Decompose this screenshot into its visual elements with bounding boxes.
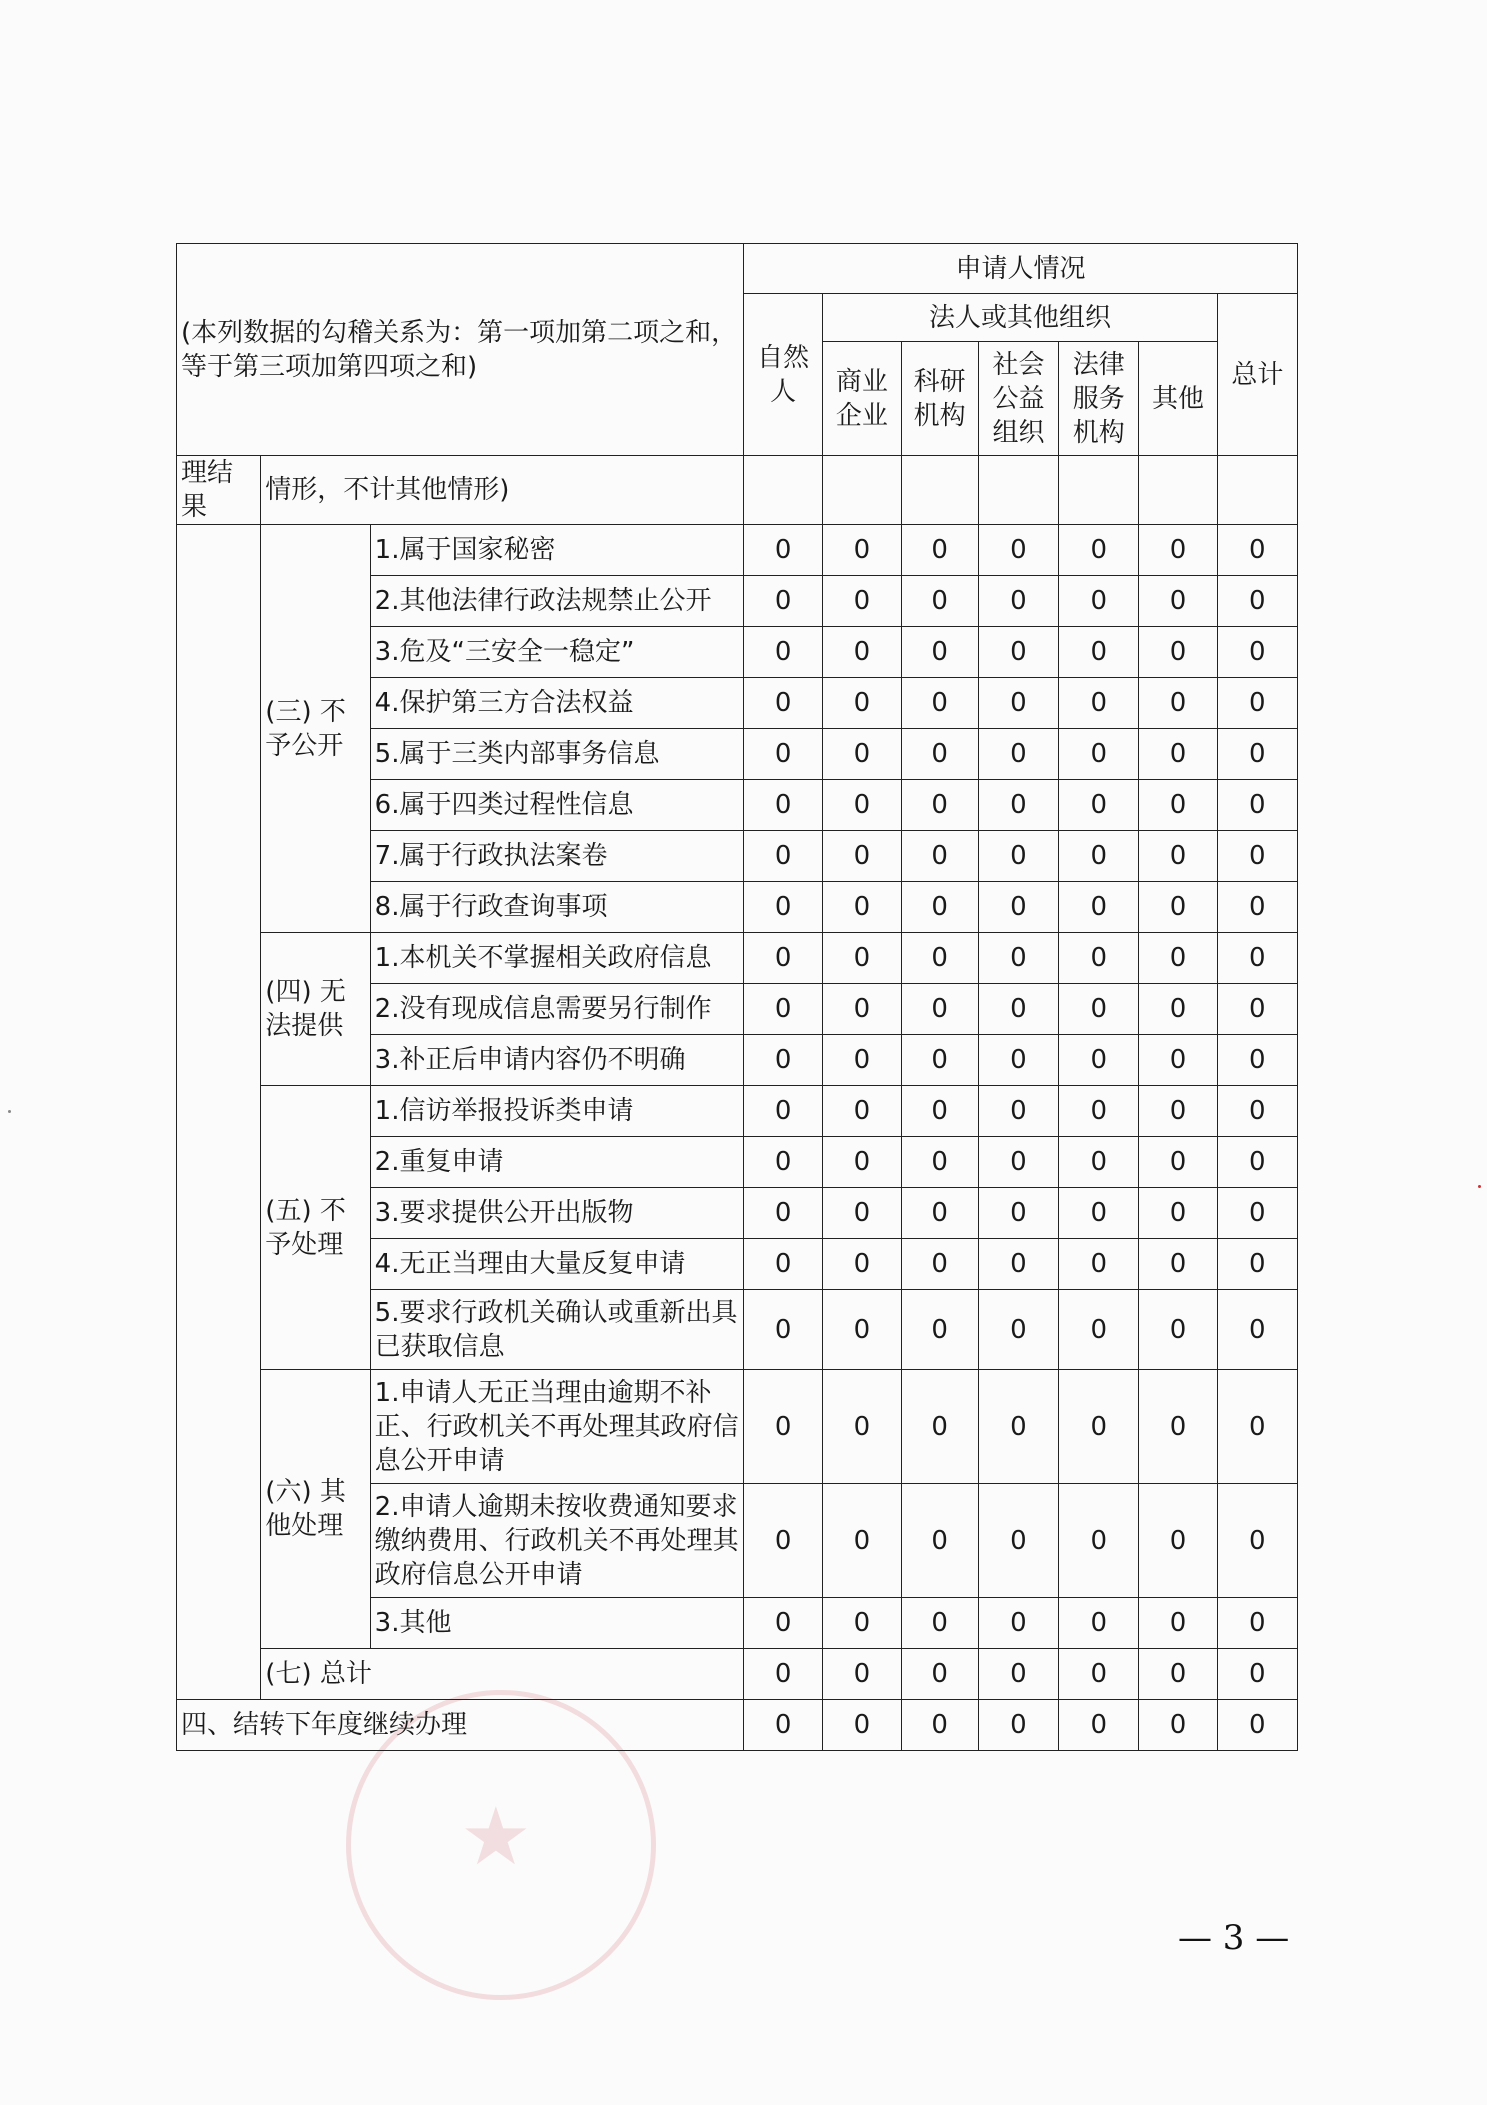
count-cell: 0	[744, 1700, 823, 1751]
count-cell: 0	[978, 933, 1058, 984]
reason-label: 5.要求行政机关确认或重新出具已获取信息	[370, 1290, 743, 1370]
count-cell: 0	[1139, 1188, 1217, 1239]
count-cell: 0	[1059, 1086, 1139, 1137]
count-cell: 0	[901, 882, 978, 933]
count-cell: 0	[978, 780, 1058, 831]
count-cell: 0	[823, 576, 901, 627]
count-cell: 0	[901, 780, 978, 831]
count-cell: 0	[744, 882, 823, 933]
count-cell: 0	[1217, 831, 1297, 882]
reason-label: 3.危及“三安全一稳定”	[370, 627, 743, 678]
count-cell: 0	[1217, 627, 1297, 678]
count-cell: 0	[1059, 1239, 1139, 1290]
count-cell: 0	[1217, 780, 1297, 831]
count-cell: 0	[1217, 678, 1297, 729]
count-cell: 0	[744, 729, 823, 780]
count-cell: 0	[978, 1700, 1058, 1751]
total-header: 总计	[1217, 294, 1297, 456]
count-cell: 0	[1217, 1484, 1297, 1598]
count-cell: 0	[823, 1598, 901, 1649]
count-cell: 0	[744, 1188, 823, 1239]
result-note: 情形，不计其他情形)	[261, 456, 744, 525]
count-cell: 0	[744, 1598, 823, 1649]
reason-label: 2.没有现成信息需要另行制作	[370, 984, 743, 1035]
carry-over-label: 四、结转下年度继续办理	[177, 1700, 744, 1751]
count-cell: 0	[1217, 1188, 1297, 1239]
count-cell: 0	[901, 933, 978, 984]
count-cell: 0	[978, 984, 1058, 1035]
count-cell: 0	[1059, 678, 1139, 729]
count-cell: 0	[1217, 1086, 1297, 1137]
count-cell: 0	[823, 882, 901, 933]
count-cell: 0	[978, 678, 1058, 729]
count-cell: 0	[823, 1086, 901, 1137]
count-cell: 0	[1059, 576, 1139, 627]
count-cell: 0	[901, 1086, 978, 1137]
count-cell: 0	[978, 1035, 1058, 1086]
count-cell: 0	[1139, 984, 1217, 1035]
count-cell: 0	[1217, 1239, 1297, 1290]
count-cell: 0	[1059, 525, 1139, 576]
reason-label: 7.属于行政执法案卷	[370, 831, 743, 882]
count-cell: 0	[823, 678, 901, 729]
carry-over-row	[177, 1700, 1298, 1751]
count-cell: 0	[901, 984, 978, 1035]
reason-label: 1.本机关不掌握相关政府信息	[370, 933, 743, 984]
count-cell: 0	[1139, 1649, 1217, 1700]
count-cell: 0	[1217, 1700, 1297, 1751]
count-cell: 0	[744, 1290, 823, 1370]
table-row	[177, 933, 1298, 984]
count-cell: 0	[901, 1188, 978, 1239]
count-cell: 0	[823, 1484, 901, 1598]
subtotal-label: (七) 总计	[261, 1649, 744, 1700]
count-cell: 0	[1139, 933, 1217, 984]
count-cell: 0	[978, 831, 1058, 882]
count-cell: 0	[744, 1370, 823, 1484]
count-cell: 0	[901, 1598, 978, 1649]
count-cell: 0	[1139, 525, 1217, 576]
count-cell: 0	[823, 627, 901, 678]
count-cell: 0	[1059, 1649, 1139, 1700]
count-cell: 0	[901, 1137, 978, 1188]
count-cell: 0	[1139, 882, 1217, 933]
count-cell: 0	[1139, 780, 1217, 831]
count-cell: 0	[1139, 678, 1217, 729]
count-cell: 0	[744, 1239, 823, 1290]
count-cell: 0	[1139, 627, 1217, 678]
count-cell: 0	[823, 933, 901, 984]
count-cell: 0	[1217, 933, 1297, 984]
disclosure-statistics-table	[176, 243, 1298, 1751]
count-cell: 0	[1059, 882, 1139, 933]
count-cell: 0	[1139, 1035, 1217, 1086]
reason-label: 3.其他	[370, 1598, 743, 1649]
count-cell: 0	[823, 729, 901, 780]
count-cell: 0	[1139, 729, 1217, 780]
count-cell: 0	[901, 1035, 978, 1086]
count-cell: 0	[744, 1137, 823, 1188]
table-row	[177, 1086, 1298, 1137]
reason-label: 4.无正当理由大量反复申请	[370, 1239, 743, 1290]
count-cell: 0	[744, 1035, 823, 1086]
commercial-enterprise-header: 商业企业	[823, 342, 901, 456]
count-cell: 0	[744, 933, 823, 984]
margin-mark	[1478, 1185, 1481, 1188]
count-cell: 0	[978, 627, 1058, 678]
natural-person-header: 自然人	[744, 294, 823, 456]
category-label: (四) 无法提供	[261, 933, 370, 1086]
count-cell: 0	[744, 576, 823, 627]
legal-service-org-header: 法律服务机构	[1059, 342, 1139, 456]
count-cell: 0	[744, 1484, 823, 1598]
count-cell: 0	[1139, 831, 1217, 882]
count-cell: 0	[823, 525, 901, 576]
count-cell: 0	[744, 525, 823, 576]
count-cell: 0	[823, 984, 901, 1035]
count-cell: 0	[901, 525, 978, 576]
count-cell: 0	[1059, 1700, 1139, 1751]
reason-label: 2.其他法律行政法规禁止公开	[370, 576, 743, 627]
count-cell: 0	[1059, 933, 1139, 984]
count-cell: 0	[1059, 1598, 1139, 1649]
other-header: 其他	[1139, 342, 1217, 456]
reason-label: 3.补正后申请内容仍不明确	[370, 1035, 743, 1086]
count-cell: 0	[1059, 1035, 1139, 1086]
count-cell: 0	[978, 1598, 1058, 1649]
count-cell: 0	[1059, 1137, 1139, 1188]
category-label: (五) 不予处理	[261, 1086, 370, 1370]
count-cell: 0	[1217, 1598, 1297, 1649]
reason-label: 2.重复申请	[370, 1137, 743, 1188]
count-cell: 0	[978, 525, 1058, 576]
count-cell: 0	[978, 1188, 1058, 1239]
count-cell: 0	[901, 678, 978, 729]
count-cell: 0	[823, 831, 901, 882]
reason-label: 1.属于国家秘密	[370, 525, 743, 576]
count-cell: 0	[1217, 1649, 1297, 1700]
count-cell: 0	[901, 1290, 978, 1370]
reason-label: 6.属于四类过程性信息	[370, 780, 743, 831]
category-label: (六) 其他处理	[261, 1370, 370, 1649]
count-cell: 0	[823, 780, 901, 831]
seal-star-icon: ★	[460, 1790, 532, 1883]
count-cell: 0	[1139, 1239, 1217, 1290]
count-cell: 0	[744, 1086, 823, 1137]
count-cell: 0	[978, 1370, 1058, 1484]
count-cell: 0	[1217, 1137, 1297, 1188]
table-row	[177, 525, 1298, 576]
count-cell: 0	[1217, 576, 1297, 627]
research-institution-header: 科研机构	[901, 342, 978, 456]
count-cell: 0	[823, 1137, 901, 1188]
count-cell: 0	[823, 1239, 901, 1290]
count-cell: 0	[901, 729, 978, 780]
reason-label: 1.信访举报投诉类申请	[370, 1086, 743, 1137]
count-cell: 0	[1059, 627, 1139, 678]
count-cell: 0	[978, 576, 1058, 627]
count-cell: 0	[1217, 525, 1297, 576]
count-cell: 0	[1059, 1290, 1139, 1370]
count-cell: 0	[1139, 576, 1217, 627]
count-cell: 0	[1059, 729, 1139, 780]
reason-label: 8.属于行政查询事项	[370, 882, 743, 933]
count-cell: 0	[1059, 984, 1139, 1035]
count-cell: 0	[1217, 984, 1297, 1035]
column-note: (本列数据的勾稽关系为：第一项加第二项之和，等于第三项加第四项之和)	[177, 244, 744, 456]
count-cell: 0	[978, 1239, 1058, 1290]
reason-label: 3.要求提供公开出版物	[370, 1188, 743, 1239]
result-label: 理结果	[177, 456, 261, 525]
result-spacer-cell	[177, 525, 261, 1700]
count-cell: 0	[901, 831, 978, 882]
count-cell: 0	[1059, 831, 1139, 882]
count-cell: 0	[744, 1649, 823, 1700]
count-cell: 0	[1059, 1188, 1139, 1239]
count-cell: 0	[744, 627, 823, 678]
count-cell: 0	[1059, 780, 1139, 831]
count-cell: 0	[823, 1649, 901, 1700]
count-cell: 0	[1139, 1137, 1217, 1188]
count-cell: 0	[1139, 1370, 1217, 1484]
reason-label: 2.申请人逾期未按收费通知要求缴纳费用、行政机关不再处理其政府信息公开申请	[370, 1484, 743, 1598]
count-cell: 0	[978, 1290, 1058, 1370]
margin-mark	[8, 1110, 11, 1113]
count-cell: 0	[823, 1188, 901, 1239]
count-cell: 0	[901, 1700, 978, 1751]
count-cell: 0	[901, 627, 978, 678]
count-cell: 0	[1059, 1370, 1139, 1484]
count-cell: 0	[978, 1484, 1058, 1598]
page-number: — 3 —	[1178, 1918, 1290, 1958]
count-cell: 0	[823, 1700, 901, 1751]
count-cell: 0	[823, 1370, 901, 1484]
count-cell: 0	[901, 1484, 978, 1598]
count-cell: 0	[1217, 1035, 1297, 1086]
count-cell: 0	[978, 729, 1058, 780]
category-label: (三) 不予公开	[261, 525, 370, 933]
count-cell: 0	[744, 678, 823, 729]
count-cell: 0	[901, 576, 978, 627]
count-cell: 0	[1139, 1290, 1217, 1370]
count-cell: 0	[1139, 1086, 1217, 1137]
applicant-header: 申请人情况	[744, 244, 1298, 294]
count-cell: 0	[823, 1035, 901, 1086]
count-cell: 0	[978, 882, 1058, 933]
reason-label: 1.申请人无正当理由逾期不补正、行政机关不再处理其政府信息公开申请	[370, 1370, 743, 1484]
count-cell: 0	[1217, 1290, 1297, 1370]
count-cell: 0	[901, 1239, 978, 1290]
count-cell: 0	[1217, 882, 1297, 933]
count-cell: 0	[901, 1649, 978, 1700]
count-cell: 0	[1139, 1484, 1217, 1598]
reason-label: 5.属于三类内部事务信息	[370, 729, 743, 780]
count-cell: 0	[823, 1290, 901, 1370]
public-welfare-org-header: 社会公益组织	[978, 342, 1058, 456]
legal-entity-header: 法人或其他组织	[823, 294, 1217, 342]
count-cell: 0	[1217, 1370, 1297, 1484]
count-cell: 0	[978, 1086, 1058, 1137]
reason-label: 4.保护第三方合法权益	[370, 678, 743, 729]
table-row	[177, 1370, 1298, 1484]
count-cell: 0	[744, 831, 823, 882]
count-cell: 0	[744, 780, 823, 831]
count-cell: 0	[1059, 1484, 1139, 1598]
count-cell: 0	[1217, 729, 1297, 780]
count-cell: 0	[1139, 1598, 1217, 1649]
count-cell: 0	[744, 984, 823, 1035]
count-cell: 0	[978, 1649, 1058, 1700]
count-cell: 0	[1139, 1700, 1217, 1751]
count-cell: 0	[901, 1370, 978, 1484]
subtotal-row	[177, 1649, 1298, 1700]
count-cell: 0	[978, 1137, 1058, 1188]
